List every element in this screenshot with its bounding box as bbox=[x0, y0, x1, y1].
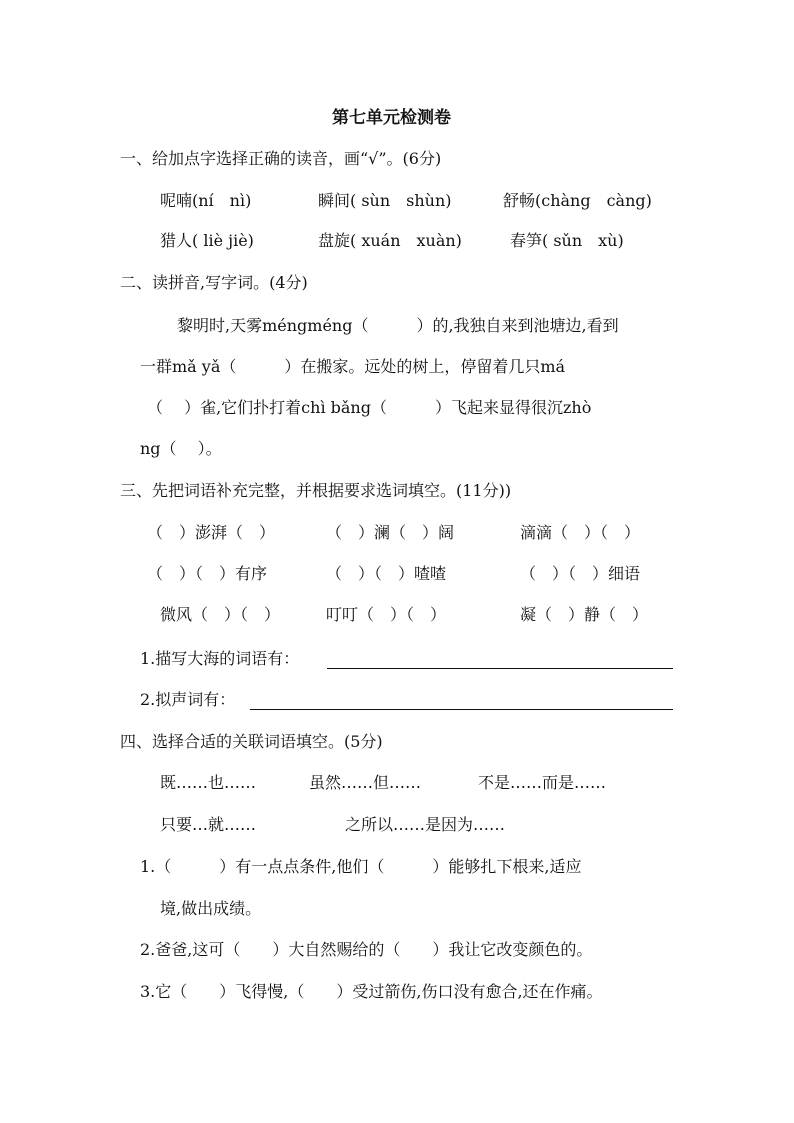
section-1-heading: 一、给加点字选择正确的读音，画“√”。(6分) bbox=[120, 149, 442, 168]
s4-question-1-cont: 境,做出成绩。 bbox=[160, 899, 262, 918]
s1-item: 盘旋( xuán xuàn) bbox=[318, 231, 462, 250]
s4-option: 不是……而是…… bbox=[478, 773, 607, 792]
s4-option: 既……也…… bbox=[160, 773, 257, 792]
s1-item: 瞬间( sùn shùn) bbox=[318, 191, 452, 210]
s1-item: 呢喃(ní nì) bbox=[160, 191, 252, 210]
s4-question-2: 2.爸爸,这可（ ）大自然赐给的（ ）我让它改变颜色的。 bbox=[140, 940, 593, 959]
s2-line: ng（ ）。 bbox=[140, 439, 222, 458]
s3-item: （ ）（ ）细语 bbox=[520, 564, 641, 583]
s4-option: 虽然……但…… bbox=[309, 773, 422, 792]
s2-line: 一群mǎ yǎ（ ）在搬家。远处的树上，停留着几只má bbox=[140, 357, 566, 376]
s4-option: 之所以……是因为…… bbox=[345, 815, 506, 834]
s3-item: （ ）（ ）喳喳 bbox=[326, 564, 447, 583]
s3-item: 凝（ ）静（ ） bbox=[520, 605, 649, 624]
s3-question-1: 1.描写大海的词语有： bbox=[140, 649, 300, 668]
answer-line-1[interactable] bbox=[327, 668, 673, 669]
page-title: 第七单元检测卷 bbox=[332, 108, 451, 128]
s2-line: （ ）雀,它们扑打着chì bǎng（ ）飞起来显得很沉zhò bbox=[147, 398, 592, 417]
section-2-heading: 二、读拼音,写字词。(4分) bbox=[120, 273, 308, 292]
s4-question-1: 1.（ ）有一点点条件,他们（ ）能够扎下根来,适应 bbox=[140, 857, 582, 876]
s3-question-2: 2.拟声词有： bbox=[140, 690, 236, 709]
s2-line: 黎明时,天雾méngméng（ ）的,我独自来到池塘边,看到 bbox=[177, 316, 619, 335]
section-3-heading: 三、先把词语补充完整，并根据要求选词填空。(11分)) bbox=[120, 481, 512, 500]
s1-item: 猎人( liè jiè) bbox=[160, 231, 254, 250]
section-4-heading: 四、选择合适的关联词语填空。(5分) bbox=[120, 732, 383, 751]
s3-item: （ ）（ ）有序 bbox=[147, 564, 268, 583]
s3-item: 叮叮（ ）（ ） bbox=[326, 605, 447, 624]
answer-line-2[interactable] bbox=[250, 709, 673, 710]
s4-option: 只要…就…… bbox=[160, 815, 257, 834]
s3-item: 微风（ ）（ ） bbox=[160, 605, 281, 624]
s1-item: 舒畅(chàng càng) bbox=[503, 191, 652, 210]
s4-question-3: 3.它（ ）飞得慢,（ ）受过箭伤,伤口没有愈合,还在作痛。 bbox=[140, 982, 603, 1001]
s1-item: 春笋( sǔn xù) bbox=[510, 231, 624, 250]
s3-item: （ ）澜（ ）阔 bbox=[326, 523, 455, 542]
s3-item: 滴滴（ ）（ ） bbox=[520, 523, 641, 542]
s3-item: （ ）澎湃（ ） bbox=[147, 523, 276, 542]
